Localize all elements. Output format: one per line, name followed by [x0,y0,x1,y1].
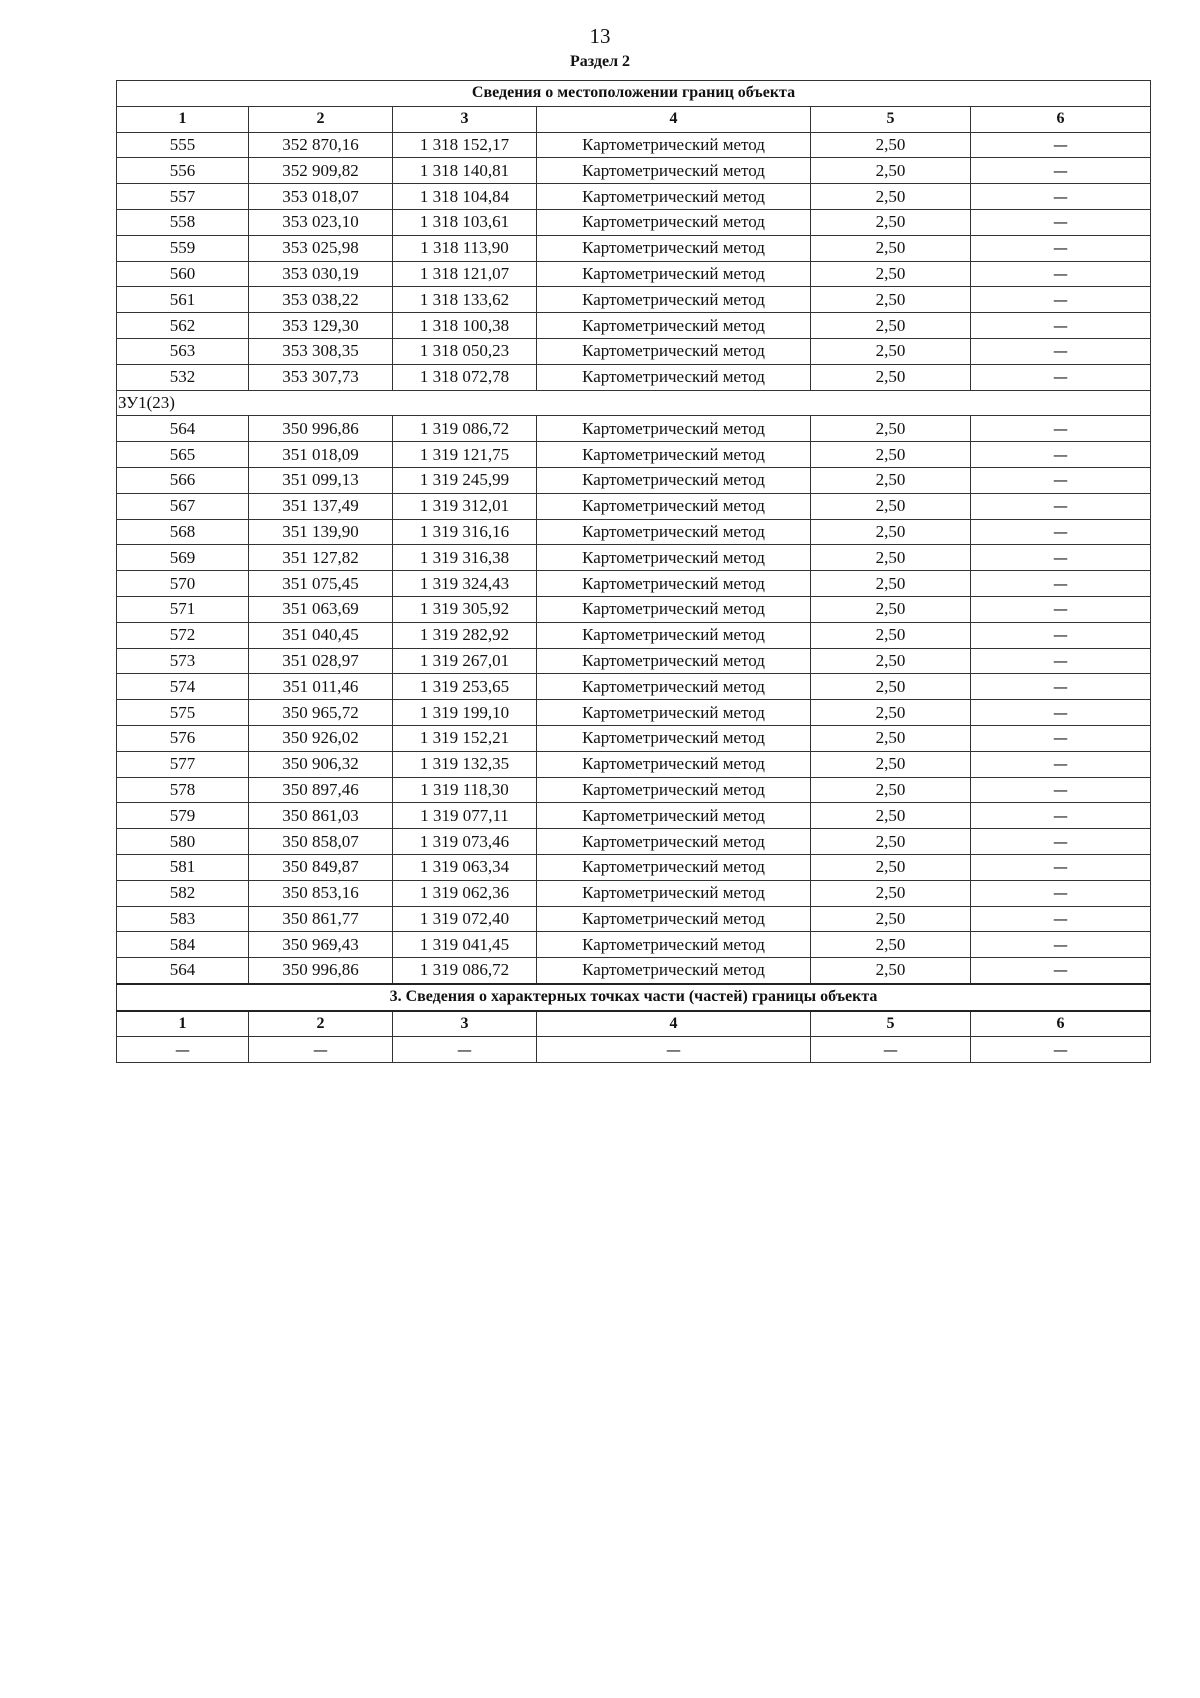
coordinate-x-cell: 350 897,46 [249,777,393,803]
point-number-cell: 580 [117,829,249,855]
description-cell: — [971,158,1151,184]
description-cell: — [971,442,1151,468]
accuracy-cell: 2,50 [811,803,971,829]
accuracy-cell: 2,50 [811,545,971,571]
coordinate-x-cell: 353 025,98 [249,235,393,261]
description-cell: — [971,571,1151,597]
description-cell: — [971,261,1151,287]
accuracy-cell: 2,50 [811,854,971,880]
coordinate-y-cell: 1 319 253,65 [393,674,537,700]
column-number: 3 [393,1011,537,1037]
description-cell: — [971,364,1151,390]
coordinate-y-cell: 1 319 316,16 [393,519,537,545]
point-number-cell: 572 [117,622,249,648]
point-number-cell: 565 [117,442,249,468]
method-cell: Картометрический метод [537,416,811,442]
method-cell: Картометрический метод [537,571,811,597]
coordinate-x-cell: 351 028,97 [249,648,393,674]
table-row [117,700,1151,726]
method-cell: Картометрический метод [537,932,811,958]
accuracy-cell: 2,50 [811,596,971,622]
method-cell: Картометрический метод [537,622,811,648]
description-cell: — [971,854,1151,880]
description-cell: — [971,829,1151,855]
table-row [117,596,1151,622]
point-number-cell: 583 [117,906,249,932]
coordinate-x-cell: 350 965,72 [249,700,393,726]
coordinate-x-cell: 350 906,32 [249,751,393,777]
coordinate-y-cell: 1 318 140,81 [393,158,537,184]
point-number-cell: 575 [117,700,249,726]
point-number-cell: 576 [117,725,249,751]
table-row [117,571,1151,597]
table-row [117,854,1151,880]
accuracy-cell: 2,50 [811,364,971,390]
method-cell: Картометрический метод [537,442,811,468]
table-row [117,880,1151,906]
description-cell: — [971,725,1151,751]
method-cell: Картометрический метод [537,467,811,493]
coordinate-y-cell: 1 319 245,99 [393,467,537,493]
accuracy-cell: 2,50 [811,829,971,855]
coordinate-x-cell: 350 926,02 [249,725,393,751]
method-cell: Картометрический метод [537,493,811,519]
coordinate-y-cell: 1 319 063,34 [393,854,537,880]
description-cell: — [971,700,1151,726]
column-number: 5 [811,1011,971,1037]
accuracy-cell: 2,50 [811,261,971,287]
accuracy-cell: 2,50 [811,725,971,751]
accuracy-cell: 2,50 [811,700,971,726]
coordinate-y-cell: 1 319 062,36 [393,880,537,906]
accuracy-cell: 2,50 [811,932,971,958]
point-number-cell: 584 [117,932,249,958]
method-cell: Картометрический метод [537,777,811,803]
coordinate-x-cell: 350 853,16 [249,880,393,906]
table-row [117,932,1151,958]
section3-caption-row [117,984,1151,1011]
description-cell: — [971,467,1151,493]
point-number-cell: 571 [117,596,249,622]
column-number: 2 [249,106,393,132]
coordinate-y-cell: 1 319 132,35 [393,751,537,777]
coordinate-y-cell: 1 319 305,92 [393,596,537,622]
description-cell: — [971,958,1151,984]
column-number: 2 [249,1011,393,1037]
coordinate-y-cell: 1 319 152,21 [393,725,537,751]
coordinate-x-cell: 351 040,45 [249,622,393,648]
coordinate-y-cell: 1 319 086,72 [393,416,537,442]
table-row [117,622,1151,648]
coordinate-x-cell: 350 849,87 [249,854,393,880]
table-row [117,958,1151,984]
point-number-cell: 582 [117,880,249,906]
description-cell: — [971,674,1151,700]
coordinate-x-cell: 353 018,07 [249,184,393,210]
coordinate-x-cell: 350 861,77 [249,906,393,932]
description-cell: — [971,648,1151,674]
accuracy-cell: 2,50 [811,158,971,184]
group-label: ЗУ1(23) [117,390,1151,416]
coordinate-x-cell: 353 129,30 [249,313,393,339]
point-number-cell: 560 [117,261,249,287]
point-number-cell: 566 [117,467,249,493]
coordinate-y-cell: 1 319 073,46 [393,829,537,855]
accuracy-cell: 2,50 [811,209,971,235]
table-row [117,493,1151,519]
point-number-cell: 555 [117,132,249,158]
table-row [117,132,1151,158]
coordinate-y-cell: 1 318 113,90 [393,235,537,261]
point-number-cell: 579 [117,803,249,829]
accuracy-cell: 2,50 [811,493,971,519]
method-cell: Картометрический метод [537,545,811,571]
section3-column-numbers-row [117,1011,1151,1037]
point-number-cell: 567 [117,493,249,519]
table-row [117,235,1151,261]
coordinate-y-cell: 1 318 104,84 [393,184,537,210]
method-cell: Картометрический метод [537,700,811,726]
method-cell: Картометрический метод [537,313,811,339]
table-row [117,545,1151,571]
table-row [117,725,1151,751]
accuracy-cell: 2,50 [811,132,971,158]
coordinate-x-cell: 351 137,49 [249,493,393,519]
table-row [117,313,1151,339]
point-number-cell: 558 [117,209,249,235]
coordinate-x-cell: 351 075,45 [249,571,393,597]
table-row [117,158,1151,184]
accuracy-cell: 2,50 [811,287,971,313]
coordinate-x-cell: 351 063,69 [249,596,393,622]
description-cell: — [971,519,1151,545]
method-cell: Картометрический метод [537,880,811,906]
description-cell: — [971,751,1151,777]
description-cell: — [971,132,1151,158]
coordinate-y-cell: 1 319 041,45 [393,932,537,958]
table-row [117,674,1151,700]
table-row [117,442,1151,468]
coordinate-x-cell: 353 023,10 [249,209,393,235]
coordinate-x-cell: 351 139,90 [249,519,393,545]
method-cell: Картометрический метод [537,338,811,364]
column-number: 1 [117,106,249,132]
method-cell: Картометрический метод [537,803,811,829]
accuracy-cell: 2,50 [811,467,971,493]
coordinate-y-cell: 1 319 118,30 [393,777,537,803]
coordinate-x-cell: 351 011,46 [249,674,393,700]
description-cell: — [971,622,1151,648]
accuracy-cell: 2,50 [811,313,971,339]
method-cell: Картометрический метод [537,235,811,261]
coordinate-y-cell: 1 318 152,17 [393,132,537,158]
table-row [117,648,1151,674]
column-number: 3 [393,106,537,132]
accuracy-cell: 2,50 [811,906,971,932]
table-row [117,287,1151,313]
method-cell: Картометрический метод [537,751,811,777]
coordinate-y-cell: 1 319 121,75 [393,442,537,468]
section3-empty-row [117,1037,1151,1063]
method-cell: Картометрический метод [537,854,811,880]
accuracy-cell: 2,50 [811,416,971,442]
accuracy-cell: 2,50 [811,442,971,468]
method-cell: Картометрический метод [537,519,811,545]
column-number: 4 [537,1011,811,1037]
method-cell: Картометрический метод [537,261,811,287]
coordinate-x-cell: 353 030,19 [249,261,393,287]
coordinate-y-cell: 1 318 072,78 [393,364,537,390]
method-cell: Картометрический метод [537,596,811,622]
coordinate-y-cell: 1 319 324,43 [393,571,537,597]
accuracy-cell: 2,50 [811,880,971,906]
accuracy-cell: 2,50 [811,338,971,364]
description-cell: — [971,545,1151,571]
description-cell: — [971,184,1151,210]
description-cell: — [971,932,1151,958]
table-row [117,803,1151,829]
table-row [117,829,1151,855]
coordinate-x-cell: 350 861,03 [249,803,393,829]
coordinate-x-cell: 353 307,73 [249,364,393,390]
description-cell: — [971,287,1151,313]
table-row [117,338,1151,364]
point-number-cell: 574 [117,674,249,700]
table-body [117,81,1151,1063]
method-cell: Картометрический метод [537,132,811,158]
table-row [117,906,1151,932]
accuracy-cell: 2,50 [811,674,971,700]
table-caption-row [117,81,1151,107]
accuracy-cell: 2,50 [811,777,971,803]
table-row [117,209,1151,235]
description-cell: — [971,906,1151,932]
coordinate-y-cell: 1 318 121,07 [393,261,537,287]
coordinate-y-cell: 1 319 267,01 [393,648,537,674]
table-caption: Сведения о местоположении границ объекта [117,81,1151,107]
point-number-cell: 561 [117,287,249,313]
method-cell: Картометрический метод [537,958,811,984]
column-number: 4 [537,106,811,132]
coordinate-x-cell: 350 996,86 [249,416,393,442]
boundary-coordinates-table [116,80,1151,1063]
column-number: 1 [117,1011,249,1037]
page-number: 13 [589,24,611,48]
method-cell: Картометрический метод [537,725,811,751]
point-number-cell: 563 [117,338,249,364]
column-number: 5 [811,106,971,132]
point-number-cell: 556 [117,158,249,184]
empty-cell: — [811,1037,971,1063]
description-cell: — [971,338,1151,364]
table-row [117,467,1151,493]
method-cell: Картометрический метод [537,158,811,184]
method-cell: Картометрический метод [537,906,811,932]
section-title: Раздел 2 [569,53,631,70]
point-number-cell: 532 [117,364,249,390]
method-cell: Картометрический метод [537,287,811,313]
point-number-cell: 562 [117,313,249,339]
coordinate-y-cell: 1 319 072,40 [393,906,537,932]
point-number-cell: 557 [117,184,249,210]
coordinate-x-cell: 353 038,22 [249,287,393,313]
description-cell: — [971,209,1151,235]
point-number-cell: 564 [117,958,249,984]
accuracy-cell: 2,50 [811,519,971,545]
accuracy-cell: 2,50 [811,235,971,261]
group-row [117,390,1151,416]
coordinate-x-cell: 350 858,07 [249,829,393,855]
empty-cell: — [249,1037,393,1063]
method-cell: Картометрический метод [537,648,811,674]
coordinate-y-cell: 1 319 312,01 [393,493,537,519]
accuracy-cell: 2,50 [811,648,971,674]
description-cell: — [971,803,1151,829]
table-row [117,184,1151,210]
point-number-cell: 564 [117,416,249,442]
point-number-cell: 570 [117,571,249,597]
description-cell: — [971,493,1151,519]
description-cell: — [971,416,1151,442]
description-cell: — [971,235,1151,261]
coordinate-y-cell: 1 318 050,23 [393,338,537,364]
coordinate-x-cell: 352 870,16 [249,132,393,158]
coordinate-x-cell: 350 969,43 [249,932,393,958]
coordinate-y-cell: 1 318 133,62 [393,287,537,313]
empty-cell: — [971,1037,1151,1063]
empty-cell: — [393,1037,537,1063]
method-cell: Картометрический метод [537,674,811,700]
table-row [117,416,1151,442]
method-cell: Картометрический метод [537,184,811,210]
section3-caption: 3. Сведения о характерных точках части (частей) границы объекта [117,984,1151,1011]
accuracy-cell: 2,50 [811,184,971,210]
empty-cell: — [117,1037,249,1063]
table-row [117,519,1151,545]
point-number-cell: 578 [117,777,249,803]
empty-cell: — [537,1037,811,1063]
method-cell: Картометрический метод [537,209,811,235]
table-row [117,777,1151,803]
accuracy-cell: 2,50 [811,958,971,984]
coordinate-x-cell: 351 018,09 [249,442,393,468]
point-number-cell: 569 [117,545,249,571]
coordinate-y-cell: 1 319 316,38 [393,545,537,571]
point-number-cell: 559 [117,235,249,261]
coordinate-x-cell: 350 996,86 [249,958,393,984]
coordinate-y-cell: 1 318 100,38 [393,313,537,339]
coordinate-y-cell: 1 319 282,92 [393,622,537,648]
description-cell: — [971,777,1151,803]
coordinate-y-cell: 1 319 199,10 [393,700,537,726]
column-number: 6 [971,106,1151,132]
table-row [117,261,1151,287]
coordinate-x-cell: 351 099,13 [249,467,393,493]
table-row [117,364,1151,390]
point-number-cell: 573 [117,648,249,674]
column-number: 6 [971,1011,1151,1037]
coordinate-y-cell: 1 318 103,61 [393,209,537,235]
coordinate-y-cell: 1 319 086,72 [393,958,537,984]
point-number-cell: 581 [117,854,249,880]
method-cell: Картометрический метод [537,364,811,390]
coordinate-y-cell: 1 319 077,11 [393,803,537,829]
description-cell: — [971,880,1151,906]
accuracy-cell: 2,50 [811,622,971,648]
point-number-cell: 577 [117,751,249,777]
coordinate-x-cell: 352 909,82 [249,158,393,184]
coordinate-x-cell: 351 127,82 [249,545,393,571]
coordinate-x-cell: 353 308,35 [249,338,393,364]
table-row [117,751,1151,777]
point-number-cell: 568 [117,519,249,545]
description-cell: — [971,313,1151,339]
column-numbers-row [117,106,1151,132]
description-cell: — [971,596,1151,622]
accuracy-cell: 2,50 [811,571,971,597]
accuracy-cell: 2,50 [811,751,971,777]
method-cell: Картометрический метод [537,829,811,855]
